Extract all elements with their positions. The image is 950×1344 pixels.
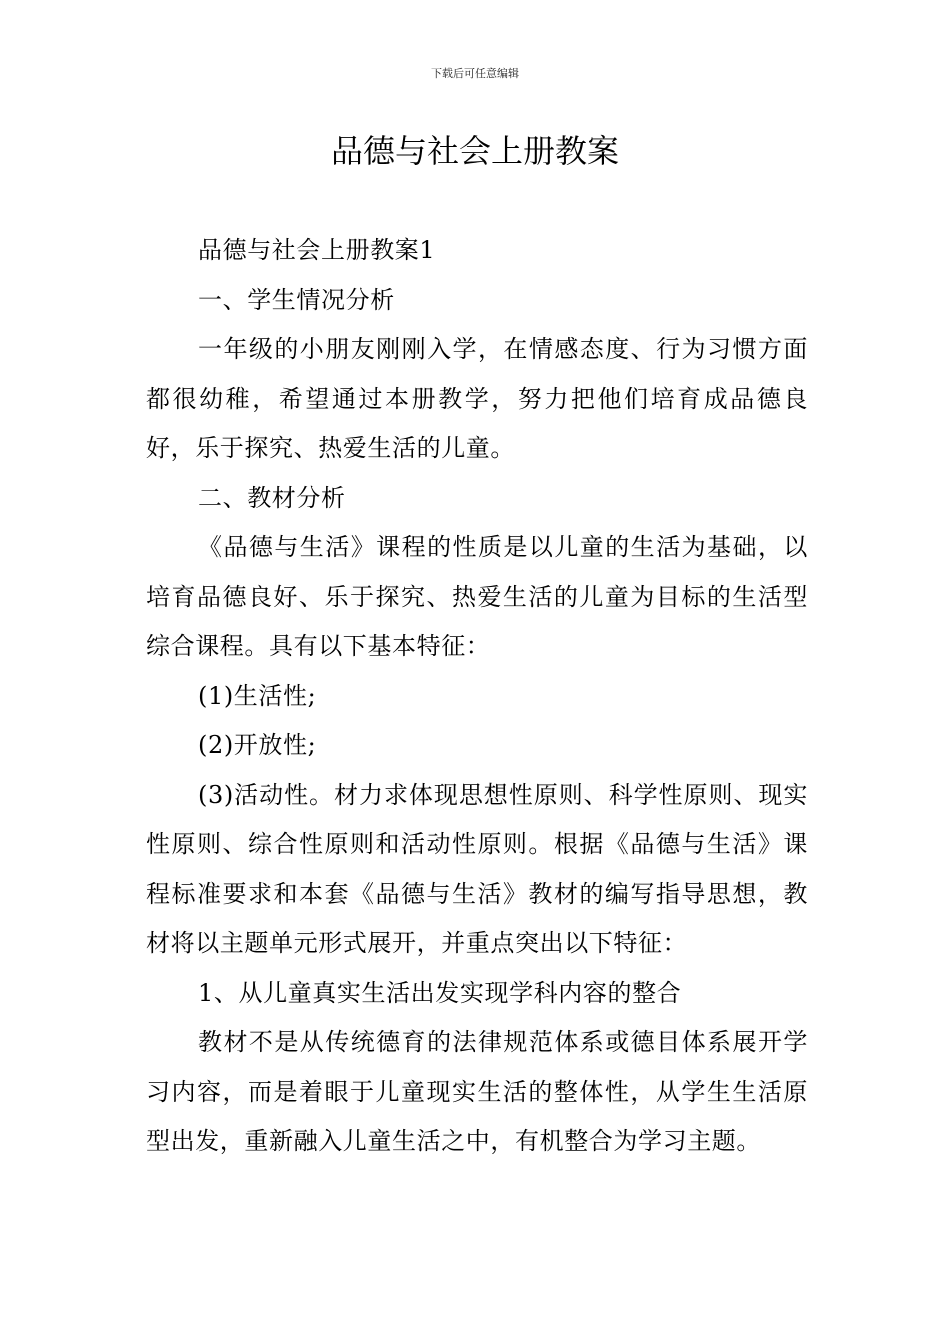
paragraph-course-nature: 《品德与生活》课程的性质是以儿童的生活为基础，以培育品德良好、乐于探究、热爱生活的儿童为目标的生活型综合课程。具有以下基本特征：: [146, 533, 808, 660]
paragraph-section-title: 品德与社会上册教案1: [198, 236, 436, 264]
paragraph-heading-material-analysis: 二、教材分析: [198, 483, 346, 512]
document-body: [146, 226, 808, 1167]
paragraph-heading-student-analysis: 一、学生情况分析: [198, 285, 395, 314]
document-title: 品德与社会上册教案: [330, 132, 619, 170]
paragraph-subheading-1: 1、从儿童真实生活出发实现学科内容的整合: [198, 978, 682, 1007]
paragraph-feature-3: (3)活动性。材力求体现思想性原则、科学性原则、现实性原则、综合性原则和活动性原则。根据《品德与生活》课程标准要求和本套《品德与生活》教材的编写指导思想，教材将以主题单元形式展开，并重点突出以下特征：: [146, 780, 808, 957]
paragraph-feature-1: (1)生活性;: [198, 681, 317, 710]
paragraph-feature-2: (2)开放性;: [198, 731, 317, 759]
paragraph-subheading-1-body: 教材不是从传统德育的法律规范体系或德目体系展开学习内容，而是着眼于儿童现实生活的整体性，从学生生活原型出发，重新融入儿童生活之中，有机整合为学习主题。: [146, 1028, 808, 1155]
paragraph-student-analysis: 一年级的小朋友刚刚入学，在情感态度、行为习惯方面都很幼稚，希望通过本册教学，努力把他们培育成品德良好，乐于探究、热爱生活的儿童。: [146, 335, 808, 462]
header-note: 下载后可任意编辑: [431, 67, 519, 80]
